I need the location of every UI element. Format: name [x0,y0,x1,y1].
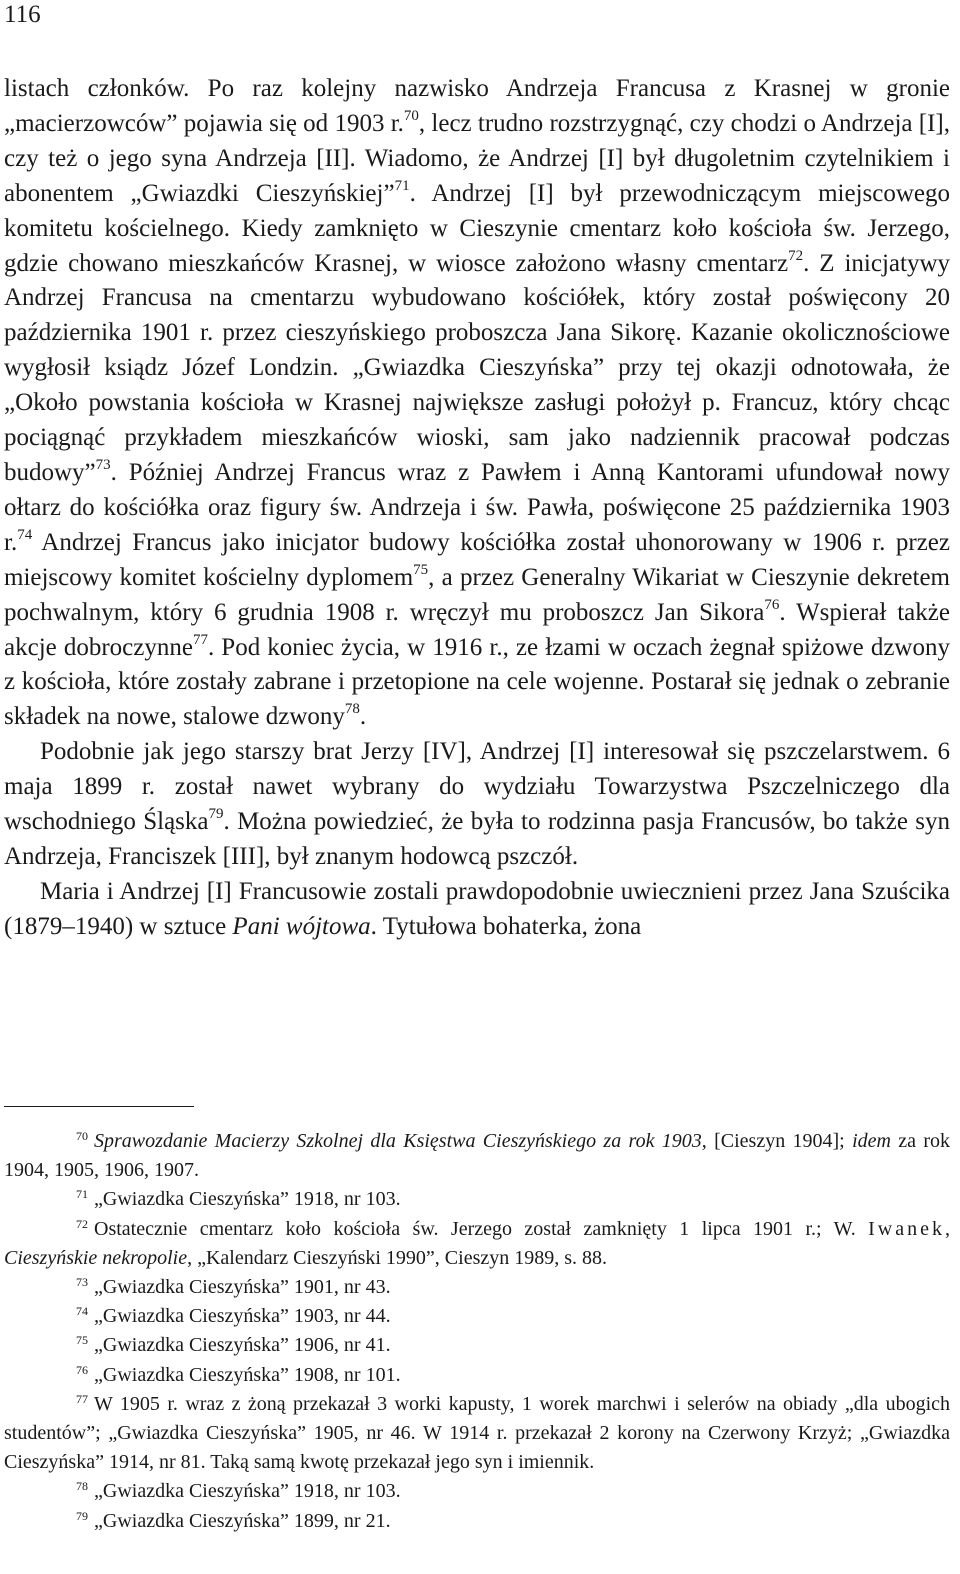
footnote-ref: 76 [764,596,780,613]
text-run: za rok 1904, 1905, 1906, 1907. [4,1130,951,1182]
footnote-74: 74 „Gwiazdka Cieszyńska” 1903, nr 44. [76,1304,391,1328]
text-run: „Gwiazdka Cieszyńska” 1903, nr 44. [94,1305,391,1328]
footnote-ref: 72 [788,247,804,264]
text-run: . Później Andrzej Francus wraz z Pawłem i Anną Kantorami ufundował nowy ołtarz do kościółka oraz figury św. Andrzeja i św. Pawła, poświęcone 25 października 1903 r. [4,458,950,556]
footnote-73: 73 „Gwiazdka Cieszyńska” 1901, nr 43. [76,1275,391,1299]
text-run: Iwanek [868,1217,945,1240]
footnote-78: 78 „Gwiazdka Cieszyńska” 1918, nr 103. [76,1479,401,1503]
text-run: . Wspierał także akcje dobroczynne [4,598,950,661]
footnote-79: 79 „Gwiazdka Cieszyńska” 1899, nr 21. [76,1508,391,1532]
paragraph-1 [4,72,950,735]
footnote-ref: 74 [17,526,33,543]
text-run: „Gwiazdka Cieszyńska” 1906, nr 41. [94,1334,391,1357]
text-run: listach członków. Po raz kolejny nazwisko Andrzeja Francusa z Krasnej w gronie „macierzowców” pojawia się od 1903 r. [4,75,950,137]
footnote-77: 77 W 1905 r. wraz z żoną przekazał 3 worki kapusty, 1 worek marchwi i selerów na obiady „dla ubogich studentów”; „Gwiazdka Cieszyńska” 1905, nr 46. W 1914 r. przekazał 2 korony na Czerwony Krzyż; „Gwiazdka Cieszyńska” 1914, nr 81. Taką samą kwotę przekazał jego syn i imiennik. [4,1391,950,1474]
paragraph-3 [4,875,950,945]
footnote-ref: 75 [413,561,429,578]
footnote-75: 75 „Gwiazdka Cieszyńska” 1906, nr 41. [76,1333,391,1357]
italic-text: Pani wójtowa [232,912,371,940]
footnote-ref: 73 [95,456,111,473]
footnote-ref: 71 [394,177,410,194]
paragraph-2 [4,735,950,875]
text-run: W 1905 r. wraz z żoną przekazał 3 worki kapusty, 1 worek marchwi i selerów na obiady „dla ubogich studentów”; „Gwiazdka Cieszyńska” 1905, nr 46. W 1914 r. przekazał 2 korony na Czerwony Krzyż; „Gwiazdka Cieszyńska” 1914, nr 81. Taką samą kwotę przekazał jego syn i imiennik. [4,1392,950,1474]
text-run: , „Kalendarz Cieszyński 1990”, Cieszyn 1989, s. 88. [187,1246,608,1269]
footnote-72: 72 Ostatecznie cmentarz koło kościoła św. Jerzego został zamknięty 1 lipca 1901 r.; W. Iwanek, Cieszyńskie nekropolie, „Kalendarz Cieszyński 1990”, Cieszyn 1989, s. 88. [4,1216,950,1269]
text-run: „Gwiazdka Cieszyńska” 1901, nr 43. [94,1276,391,1299]
text-run: . Andrzej [I] był przewodniczącym miejscowego komitetu kościelnego. Kiedy zamknięto w Cieszynie cmentarz koło kościoła św. Jerzego, gdzie chowano mieszkańców Krasnej, w wiosce założono własny cmentarz [4,179,950,277]
footnotes [4,1127,950,1536]
main-text [4,72,950,945]
footnote-ref: 70 [403,107,419,124]
page-number: 116 [4,1,41,28]
text-run: Andrzej Francus jako inicjator budowy kościółka został uhonorowany w 1906 r. przez miejscowy komitet kościelny dyplomem [4,528,950,591]
text-run: Ostatecznie cmentarz koło kościoła św. Jerzego został zamknięty 1 lipca 1901 r.; W. [94,1217,869,1240]
text-run: . Pod koniec życia, w 1916 r., ze łzami w oczach żegnał spiżowe dzwony z kościoła, które zostały zabrane i przetopione na cele wojenne. Postarał się jednak o zebranie składek na nowe, stalowe dzwony [4,633,950,731]
text-run: „Gwiazdka Cieszyńska” 1899, nr 21. [94,1509,391,1532]
footnote-71: 71 „Gwiazdka Cieszyńska” 1918, nr 103. [76,1187,401,1211]
text-run: , [945,1217,950,1240]
footnote-76: 76 „Gwiazdka Cieszyńska” 1908, nr 101. [76,1362,401,1386]
text-run: , a przez Generalny Wikariat w Cieszynie dekretem pochwalnym, który 6 grudnia 1908 r. wręczył mu proboszcz Jan Sikora [4,563,950,626]
footnote-70: 70 Sprawozdanie Macierzy Szkolnej dla Księstwa Cieszyńskiego za rok 1903, [Cieszyn 1904]; idem za rok 1904, 1905, 1906, 1907. [4,1129,951,1182]
text-run: Podobnie jak jego starszy brat Jerzy [IV], Andrzej [I] interesował się pszczelarstwem. 6 maja 1899 r. został nawet wybrany do wydziału Towarzystwa Pszczelniczego dla wschodniego Śląska [4,738,950,836]
italic-text: idem [852,1130,891,1152]
text-run: , lecz trudno rozstrzygnąć, czy chodzi o Andrzeja [I], czy też o jego syna Andrzeja [II]. Wiadomo, że Andrzej [I] był długoletnim czytelnikiem i abonentem „Gwiazdki Cieszyńskiej” [4,109,950,207]
footnote-separator [4,1106,194,1107]
text-run: „Gwiazdka Cieszyńska” 1918, nr 103. [94,1188,401,1211]
italic-text: Sprawozdanie Macierzy Szkolnej dla Księstwa Cieszyńskiego za rok 1903 [94,1130,702,1152]
text-run: „Gwiazdka Cieszyńska” 1908, nr 101. [94,1363,401,1386]
footnote-ref: 79 [208,805,224,822]
text-run: . Z inicjatywy Andrzej Francusa na cmentarzu wybudowano kościółek, który został poświęcony 20 października 1901 r. przez cieszyńskiego proboszcza Jana Sikorę. Kazanie okolicznościowe wygłosił ksiądz Józef Londzin. „Gwiazdka Cieszyńska” przy tej okazji odnotowała, że „Około powstania kościoła w Krasnej największe zasługi położył p. Francuz, który chcąc pociągnąć przykładem mieszkańców wioski, sam jako nadziennik pracował podczas budowy” [4,249,951,486]
footnote-ref: 77 [192,631,208,648]
text-run: . Można powiedzieć, że była to rodzinna pasja Francusów, bo także syn Andrzeja, Franciszek [III], był znanym hodowcą pszczół. [4,808,950,870]
text-run: . [359,703,367,731]
text-run: . Tytułowa bohaterka, żona [370,912,642,940]
text-run: Maria i Andrzej [I] Francusowie zostali prawdopodobnie uwiecznieni przez Jana Szuścika (1879–1940) w sztuce [4,877,950,940]
footnote-ref: 78 [344,701,360,718]
italic-text: Cieszyńskie nekropolie [4,1246,188,1269]
text-run: „Gwiazdka Cieszyńska” 1918, nr 103. [94,1480,401,1503]
text-run: , [Cieszyn 1904]; [701,1130,853,1152]
